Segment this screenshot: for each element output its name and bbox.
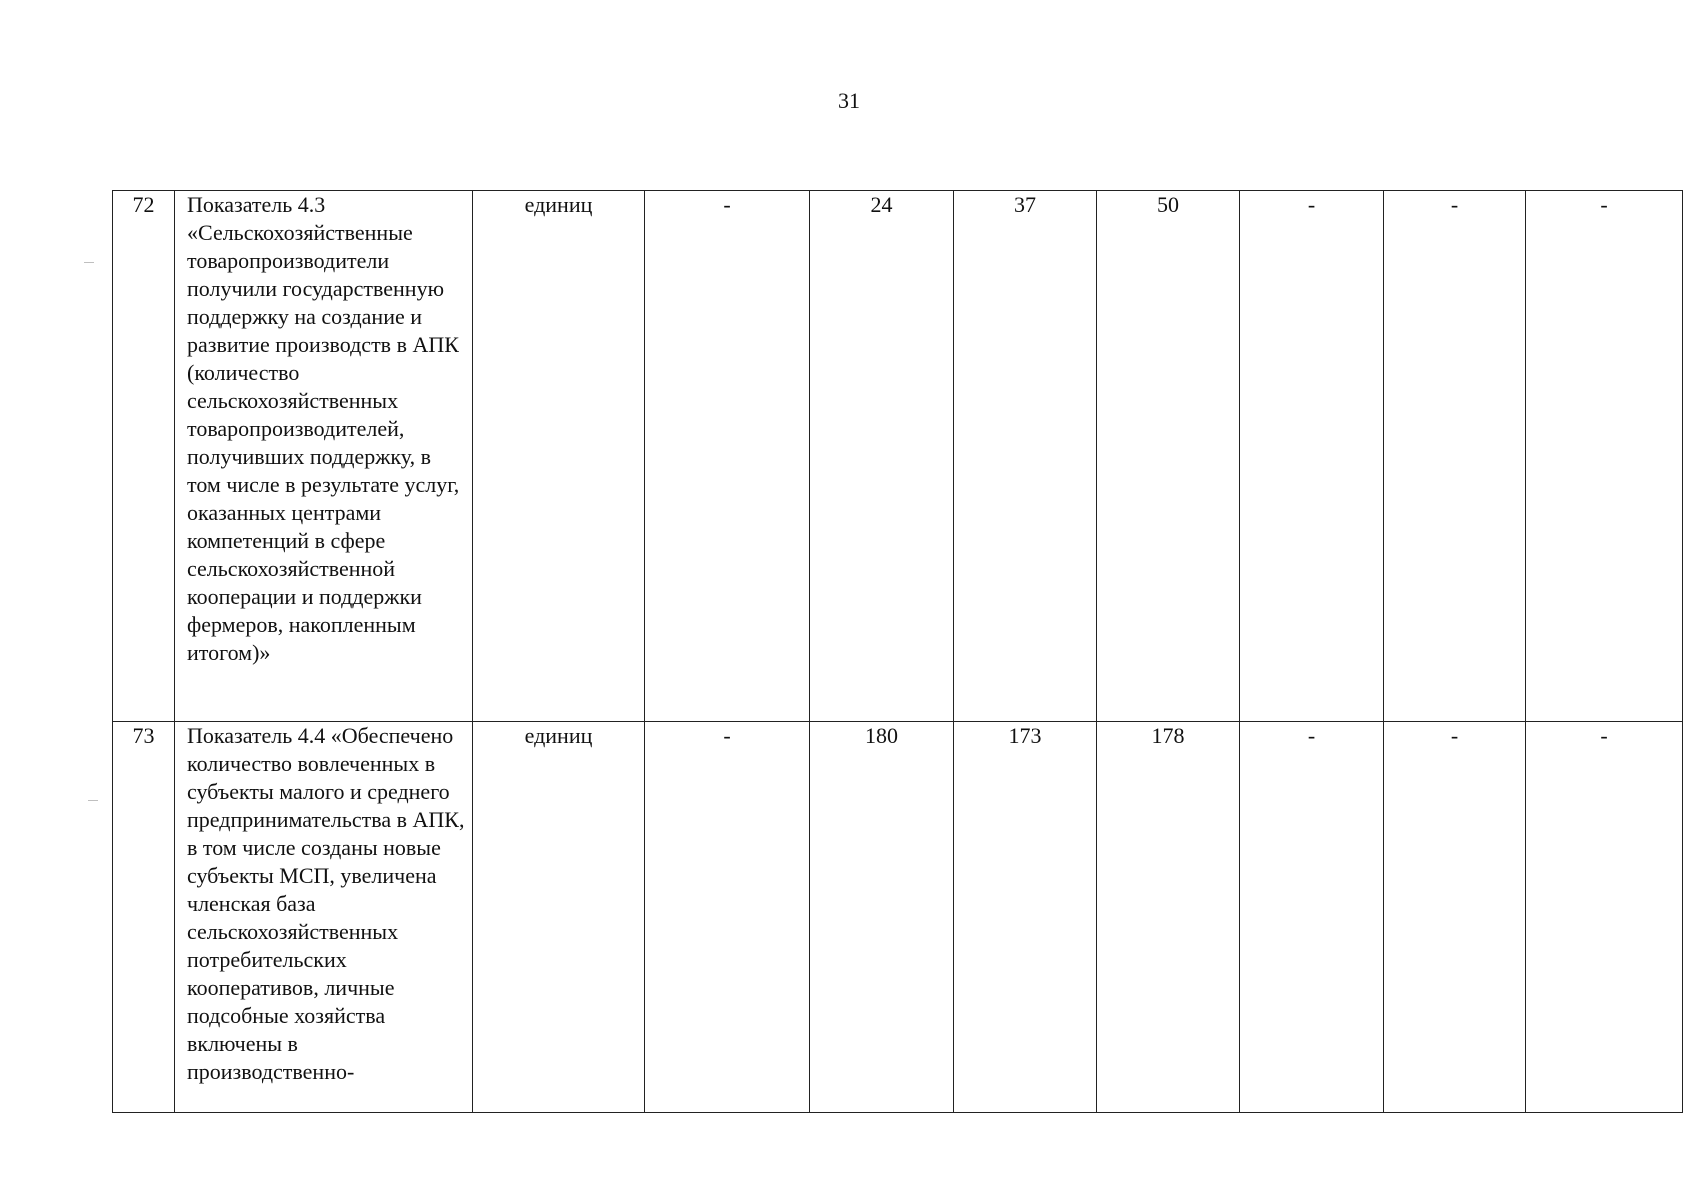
value-cell: 24	[810, 191, 954, 722]
table-row	[113, 722, 1683, 1113]
value-cell: -	[1240, 191, 1384, 722]
value-cell: -	[1384, 722, 1526, 1113]
unit-cell: единиц	[473, 722, 645, 1113]
value-cell: -	[1240, 722, 1384, 1113]
value-cell: -	[1526, 722, 1683, 1113]
value-cell: 173	[954, 722, 1097, 1113]
table-row	[113, 191, 1683, 722]
indicator-table	[112, 190, 1683, 1113]
unit-cell: единиц	[473, 191, 645, 722]
indicator-description	[175, 191, 473, 722]
value-cell: -	[1526, 191, 1683, 722]
value-cell: -	[645, 722, 810, 1113]
value-cell: -	[645, 191, 810, 722]
value-cell: 180	[810, 722, 954, 1113]
indicator-description-text: Показатель 4.4 «Обеспечено количество вовлеченных в субъекты малого и среднего предпринимательства в АПК, в том числе созданы новые субъекты МСП, увеличена членская база сельскохозяйственных потребительских кооперативов, личные подсобные хозяйства включены в производственно-	[187, 723, 465, 1084]
value-cell: 178	[1097, 722, 1240, 1113]
scan-speck	[84, 262, 94, 263]
row-number: 72	[113, 191, 175, 722]
indicator-description	[175, 722, 473, 1113]
scan-speck	[88, 800, 98, 801]
row-number: 73	[113, 722, 175, 1113]
page-number: 31	[838, 88, 860, 113]
value-cell: 37	[954, 191, 1097, 722]
value-cell: -	[1384, 191, 1526, 722]
indicator-description-text: Показатель 4.3 «Сельскохозяйственные товаропроизводители получили государственную поддержку на создание и развитие производств в АПК (количество сельскохозяйственных товаропроизводителей, получивших поддержку, в том числе в результате услуг, оказанных центрами компетенций в сфере сельскохозяйственной кооперации и поддержки фермеров, накопленным итогом)»	[187, 192, 460, 665]
value-cell: 50	[1097, 191, 1240, 722]
